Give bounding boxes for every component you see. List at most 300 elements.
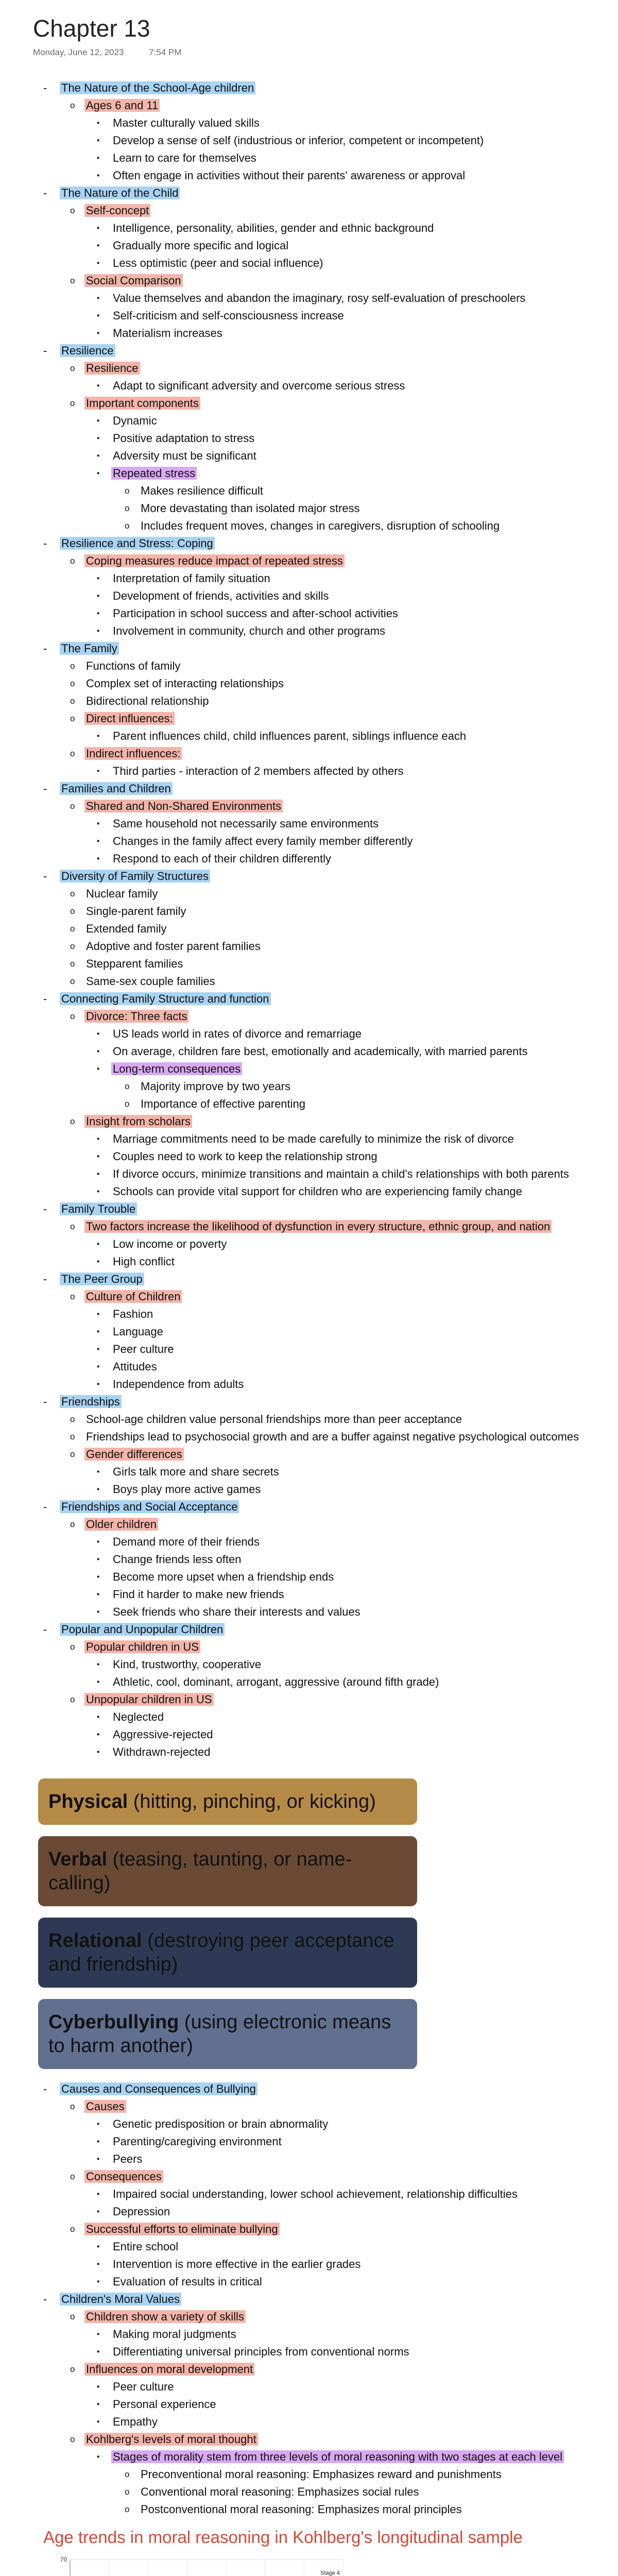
bullet-marker: ▪ [97,1327,100,1336]
outline-text: Respond to each of their children differently [113,852,331,865]
outline-text: Boys play more active games [113,1483,261,1496]
outline-item [31,412,603,430]
outline-text: Less optimistic (peer and social influence) [113,257,323,269]
outline-item [31,710,603,727]
bullet-marker: ▪ [97,1257,100,1266]
bullet-marker: o [70,906,75,916]
bullet-marker: ▪ [97,854,100,863]
outline-item [31,219,603,237]
outline-text: Neglected [113,1710,164,1723]
chart-title: Age trends in moral reasoning in Kohlberg's longitudinal sample [43,2528,523,2547]
outline-item [31,762,603,780]
bullet-marker: ▪ [97,1380,100,1388]
outline-item [31,1586,603,1603]
bullet-marker: ▪ [97,1029,100,1038]
outline-text: Self-concept [84,204,150,217]
bullet-marker: - [43,642,47,655]
outline-item [31,1095,603,1113]
outline-item [31,1393,603,1411]
outline-text: Peer culture [113,2380,174,2393]
outline-item [31,1411,603,1428]
outline-item [31,2168,603,2185]
bullet-marker: ▪ [97,1730,100,1739]
bullet-marker: ▪ [97,154,100,162]
outline-item [31,2238,603,2256]
outline-item [31,2413,603,2431]
bullying-type-block [38,1999,417,2069]
outline-text: Bidirectional relationship [86,694,209,707]
outline-item [31,325,603,342]
outline-item [31,2396,603,2413]
outline-text: Stepparent families [86,957,183,970]
outline-item [31,2308,603,2326]
outline-item [31,202,603,219]
outline-text: Diversity of Family Structures [60,870,210,883]
outline-item [31,1008,603,1025]
bullying-types [31,1761,603,2069]
outline-item [31,798,603,815]
outline-text: Impaired social understanding, lower school achievement, relationship difficulties [113,2188,518,2200]
outline-text: Entire school [113,2240,179,2253]
outline-text: Involvement in community, church and other programs [113,624,386,637]
outline-item [31,360,603,377]
outline-text: Consequences [84,2170,163,2183]
outline-text: Self-criticism and self-consciousness increase [113,309,344,322]
outline-item [31,1533,603,1551]
outline-item [31,868,603,885]
outline-item [31,745,603,762]
bullet-marker: o [125,486,130,496]
outline-item [31,517,603,535]
bullet-marker: ▪ [97,626,100,635]
outline-item [31,903,603,920]
outline-text: Materialism increases [113,327,222,340]
outline-item [31,2256,603,2273]
outline-item [31,2221,603,2238]
bullet-marker: o [125,2469,130,2479]
bullet-marker: ▪ [97,2330,100,2338]
bullet-marker: ▪ [97,2277,100,2286]
outline-item [31,2431,603,2448]
bullet-marker: ▪ [97,171,100,180]
page-meta [33,47,204,58]
bullet-marker: o [70,1519,75,1529]
outline-item [31,2378,603,2396]
bullet-marker: o [70,941,75,951]
bullet-marker: ▪ [97,609,100,618]
outline-text: Repeated stress [111,467,197,480]
outline-text: Marriage commitments need to be made carefully to minimize the risk of divorce [113,1132,514,1145]
bullet-marker: ▪ [97,2137,100,2146]
bullet-marker: o [70,976,75,986]
bullying-type-block [38,1778,417,1825]
outline-text: Evaluation of results in critical [113,2275,262,2288]
outline-text: Parenting/caregiving environment [113,2135,282,2148]
bullet-marker: ▪ [97,2417,100,2426]
outline-item [31,1621,603,1638]
outline-item [31,132,603,149]
outline-text: School-age children value personal friendships more than peer acceptance [86,1413,462,1426]
outline-item [31,657,603,675]
outline-text: Learn to care for themselves [113,151,256,164]
bullying-type-name: Physical [48,1791,128,1812]
bullet-marker: ▪ [97,136,100,145]
outline-item [31,2501,603,2518]
outline-text: Dynamic [113,414,157,427]
bullet-marker: ▪ [97,1590,100,1599]
outline-item [31,990,603,1008]
outline-item [31,1113,603,1130]
outline-item [31,815,603,833]
outline-text: Children show a variety of skills [84,2310,246,2323]
outline-text: On average, children fare best, emotionally and academically, with married parents [113,1045,528,1058]
bullet-marker: ▪ [97,1170,100,1178]
bullet-marker: ▪ [97,224,100,232]
outline-text: Kind, trustworthy, cooperative [113,1658,262,1671]
outline-item [31,184,603,202]
bullet-marker: o [70,889,75,899]
bullet-marker: ▪ [97,1467,100,1476]
outline-text: Two factors increase the likelihood of dysfunction in every structure, ethnic group, and nation [84,1220,552,1233]
bullet-marker: o [70,2312,75,2321]
outline-text: Gradually more specific and logical [113,239,289,252]
outline-item [31,1603,603,1621]
outline-text: The Family [60,642,119,655]
bullet-marker: ▪ [97,311,100,320]
outline-item [31,2133,603,2150]
bullet-marker: o [70,749,75,758]
bullet-marker: o [125,521,130,531]
bullet-marker: o [70,801,75,811]
bullet-marker: ▪ [97,1064,100,1073]
outline-item [31,2185,603,2203]
bullet-marker: ▪ [97,2400,100,2409]
outline-item [31,1253,603,1270]
bullet-marker: o [70,714,75,723]
outline-item [31,1078,603,1095]
outline-text: Become more upset when a friendship ends [113,1570,334,1583]
bullet-marker: ▪ [97,294,100,302]
bullet-marker: ▪ [97,2452,100,2461]
outline-item [31,552,603,570]
outline-text: Gender differences [84,1448,184,1461]
outline-item [31,237,603,255]
bullet-marker: ▪ [97,1187,100,1196]
outline-text: If divorce occurs, minimize transitions and maintain a child's relationships with both parents [113,1167,569,1180]
outline-text: Changes in the family affect every family member differently [113,835,413,848]
bullet-marker: ▪ [97,1134,100,1143]
outline-text: US leads world in rates of divorce and remarriage [113,1027,362,1040]
outline-text: Friendships lead to psychosocial growth and are a buffer against negative psychological outcomes [86,1430,579,1443]
outline-text: Family Trouble [60,1202,137,1215]
bullet-marker: ▪ [97,118,100,127]
outline-text: Differentiating universal principles from conventional norms [113,2345,409,2358]
bullet-marker: ▪ [97,259,100,267]
outline-text: Parent influences child, child influences parent, siblings influence each [113,730,467,742]
outline-text: Unpopular children in US [84,1693,214,1706]
page-header [33,14,204,58]
bullet-marker: ▪ [97,1677,100,1686]
outline-item [31,2483,603,2501]
bullet-marker: ▪ [97,1310,100,1318]
outline-text: Develop a sense of self (industrious or inferior, competent or incompetent) [113,134,484,147]
outline-text: Same household not necessarily same environments [113,817,379,830]
outline-text: High conflict [113,1255,175,1268]
bullying-type-name: Relational [48,1930,142,1952]
bullet-marker: ▪ [97,2382,100,2391]
bullet-marker: - [43,782,47,795]
outline-text: Find it harder to make new friends [113,1588,284,1601]
outline-item [31,920,603,938]
outline-item [31,1516,603,1533]
bullet-marker: ▪ [97,469,100,478]
page-time: 7:54 PM [149,47,182,57]
bullet-marker: o [125,1099,130,1109]
outline-text: Peer culture [113,1343,174,1355]
outline-item [31,1323,603,1341]
outline-item [31,570,603,587]
bullet-marker: - [43,537,47,550]
outline-text: Athletic, cool, dominant, arrogant, aggressive (around fifth grade) [113,1675,439,1688]
outline-item [31,1200,603,1218]
outline-text: Nuclear family [86,887,158,900]
outline-text: Peers [113,2153,143,2165]
outline-item [31,2273,603,2291]
outline-text: Resilience [60,344,115,357]
outline-item [31,430,603,447]
outline-text: Postconventional moral reasoning: Emphasizes moral principles [141,2503,462,2516]
bullet-marker: ▪ [97,1748,100,1756]
outline-item [31,1218,603,1235]
outline-item [31,833,603,850]
bullet-marker: o [70,1222,75,1231]
outline-text: Master culturally valued skills [113,116,260,129]
outline-item [31,885,603,903]
bullet-marker: ▪ [97,1713,100,1721]
bullet-marker: ▪ [97,1485,100,1494]
outline-item [31,1270,603,1288]
outline-text: Connecting Family Structure and function [60,992,271,1005]
bullet-marker: ▪ [97,2207,100,2216]
outline-item [31,1568,603,1586]
outline-item [31,535,603,552]
bullet-marker: ▪ [97,2190,100,2198]
bullet-marker: o [70,1432,75,1442]
outline-item [31,675,603,692]
bullet-marker: ▪ [97,434,100,443]
bullet-marker: o [70,679,75,688]
outline-item [31,2203,603,2221]
bullet-marker: - [43,2082,47,2095]
bullying-type-name: Cyberbullying [48,2011,179,2033]
outline-text: Divorce: Three facts [84,1010,188,1023]
outline-text: Intervention is more effective in the earlier grades [113,2258,361,2270]
bullet-marker: o [70,1414,75,1424]
outline-text: Indirect influences: [84,747,182,760]
bullying-type-desc: (hitting, pinching, or kicking) [128,1791,376,1812]
outline-item [31,1463,603,1481]
outline-text: Extended family [86,922,167,935]
outline-text: Depression [113,2205,170,2218]
bullet-marker: ▪ [97,1607,100,1616]
bullet-marker: - [43,1202,47,1215]
bullet-marker: o [70,2364,75,2374]
y-tick-label: 70 [60,2556,67,2563]
outline-text: Long-term consequences [111,1062,242,1075]
outline-text: Friendships [60,1395,122,1408]
bullet-marker: o [70,1292,75,1301]
outline-section-b [31,2080,603,2518]
outline-text: Participation in school success and after-school activities [113,607,398,620]
bullet-marker: ▪ [97,1345,100,1353]
outline-item [31,1025,603,1043]
outline-item [31,167,603,184]
bullet-marker: o [125,503,130,513]
bullet-marker: o [70,959,75,969]
outline-item [31,1498,603,1516]
bullet-marker: o [70,661,75,671]
bullet-marker: ▪ [97,416,100,425]
bullet-marker: o [125,2487,130,2497]
outline-item [31,780,603,798]
outline-item [31,1638,603,1656]
outline-text: Schools can provide vital support for children who are experiencing family change [113,1185,522,1198]
bullet-marker: o [70,276,75,285]
outline-text: Change friends less often [113,1553,242,1566]
outline-item [31,850,603,868]
outline-text: More devastating than isolated major stress [141,502,360,515]
outline-text: Often engage in activities without their parents' awareness or approval [113,169,466,182]
outline-item [31,1165,603,1183]
outline-item [31,2098,603,2115]
outline-item [31,290,603,307]
outline-text: Independence from adults [113,1378,244,1391]
bullet-marker: o [70,1642,75,1652]
outline-section-a [31,79,603,1761]
outline-item [31,1708,603,1726]
page-title: Chapter 13 [33,15,150,42]
bullet-marker: o [70,556,75,566]
outline-item [31,605,603,622]
outline-text: Older children [84,1518,158,1531]
bullet-marker: o [70,2224,75,2234]
bullet-marker: o [70,398,75,408]
outline-item [31,79,603,97]
bullying-type-name: Verbal [48,1849,108,1870]
outline-text: Aggressive-rejected [113,1728,213,1741]
outline-item [31,1288,603,1306]
outline-item [31,482,603,500]
outline-text: Stages of morality stem from three levels of moral reasoning with two stages at each level [111,2450,564,2463]
bullet-marker: o [70,1694,75,1704]
outline-text: Functions of family [86,659,181,672]
outline-text: Attitudes [113,1360,157,1373]
outline-text: Interpretation of family situation [113,572,270,585]
outline-text: Important components [84,397,200,410]
outline-text: Positive adaptation to stress [113,432,255,445]
bullet-marker: - [43,992,47,1005]
outline-item [31,1183,603,1200]
outline-item [31,2291,603,2308]
bullet-marker: ▪ [97,1362,100,1371]
bullet-marker: o [125,1081,130,1091]
outline-item [31,2080,603,2098]
bullet-marker: o [70,696,75,706]
outline-item [31,2448,603,2466]
bullet-marker: o [70,1116,75,1126]
outline-item [31,1341,603,1358]
outline-item [31,973,603,990]
outline-item [31,1551,603,1568]
outline-text: Conventional moral reasoning: Emphasizes social rules [141,2485,419,2498]
bullet-marker: ▪ [97,574,100,583]
bullet-marker: ▪ [97,1240,100,1248]
outline-text: Adapt to significant adversity and overcome serious stress [113,379,405,392]
bullet-marker: ▪ [97,591,100,600]
bullet-marker: ▪ [97,1047,100,1056]
outline-text: Popular children in US [84,1640,200,1653]
outline-item [31,342,603,360]
outline-item [31,395,603,412]
bullet-marker: - [43,81,47,94]
outline-text: Importance of effective parenting [141,1097,306,1110]
outline-text: Adoptive and foster parent families [86,940,261,953]
outline-text: Resilience and Stress: Coping [60,537,215,550]
outline-item [31,1060,603,1078]
outline-item [31,587,603,605]
outline-item [31,938,603,955]
outline-text: Third parties - interaction of 2 members affected by others [113,765,404,777]
outline-item [31,640,603,657]
outline-text: The Nature of the Child [60,187,180,199]
outline-text: Popular and Unpopular Children [60,1623,225,1636]
outline-item [31,692,603,710]
bullying-type-block [38,1836,417,1906]
bullet-marker: ▪ [97,819,100,828]
outline-text: Development of friends, activities and skills [113,589,329,602]
notes-outline [31,79,603,2576]
outline-item [31,1428,603,1446]
outline-text: Withdrawn-rejected [113,1745,211,1758]
outline-text: Includes frequent moves, changes in caregivers, disruption of schooling [141,519,500,532]
outline-item [31,1148,603,1165]
bullet-marker: o [70,2172,75,2181]
bullet-marker: - [43,1623,47,1636]
outline-text: Fashion [113,1308,153,1320]
outline-item [31,1043,603,1060]
outline-text: Making moral judgments [113,2328,236,2341]
outline-item [31,1726,603,1743]
outline-text: Empathy [113,2415,158,2428]
outline-item [31,1358,603,1376]
bullying-type-desc: (teasing, taunting, or name-calling) [48,1849,352,1894]
kohlberg-chart [41,2551,603,2576]
outline-item [31,727,603,745]
bullet-marker: ▪ [97,2120,100,2128]
bullet-marker: ▪ [97,2242,100,2251]
outline-item [31,1656,603,1673]
outline-text: Successful efforts to eliminate bullying [84,2223,280,2235]
outline-item [31,1235,603,1253]
outline-text: The Peer Group [60,1273,144,1285]
outline-text: Preconventional moral reasoning: Emphasizes reward and punishments [141,2468,502,2481]
outline-item [31,97,603,114]
outline-item [31,447,603,465]
outline-item [31,377,603,395]
bullet-marker: ▪ [97,837,100,845]
bullet-marker: ▪ [97,2260,100,2268]
bullet-marker: ▪ [97,732,100,740]
